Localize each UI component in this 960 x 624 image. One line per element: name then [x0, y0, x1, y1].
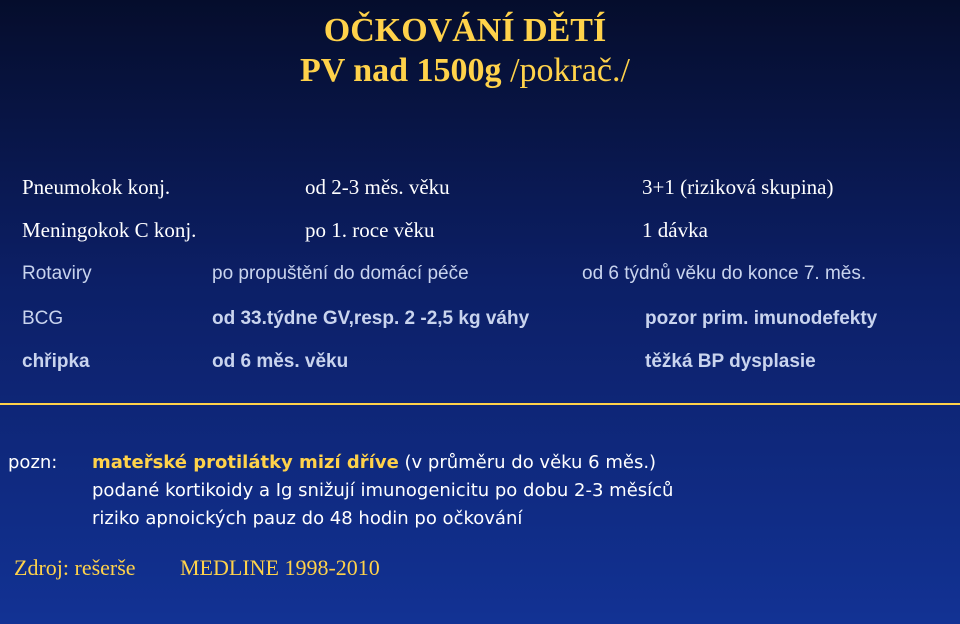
note-line-1-rest: (v průměru do věku 6 měs.)	[398, 452, 657, 473]
row-3-timing: po propuštění do domácí péče	[212, 263, 469, 284]
source-value: MEDLINE 1998-2010	[180, 555, 380, 580]
row-4-timing: od 33.týdne GV,resp. 2 -2,5 kg váhy	[212, 308, 530, 329]
subtitle-main: PV nad 1500g	[300, 52, 502, 89]
slide-subtitle	[0, 52, 930, 90]
subtitle-continued: /pokrač./	[501, 52, 630, 89]
row-3-note: od 6 týdnů věku do konce 7. měs.	[582, 263, 867, 284]
note-highlight: mateřské protilátky mizí dříve	[92, 452, 399, 473]
note-line-1	[92, 452, 656, 473]
note-line-3: riziko apnoických pauz do 48 hodin po očkování	[92, 508, 523, 529]
row-4-note: pozor prim. imunodefekty	[645, 308, 878, 329]
row-4-vaccine: BCG	[22, 308, 64, 329]
row-1-timing: od 2-3 měs. věku	[305, 175, 450, 199]
note-label: pozn:	[8, 452, 58, 473]
row-1-vaccine: Pneumokok konj.	[22, 175, 171, 199]
section-divider	[0, 403, 960, 405]
row-5-timing: od 6 měs. věku	[212, 351, 349, 372]
row-2-vaccine: Meningokok C konj.	[22, 218, 197, 242]
row-5-note: těžká BP dysplasie	[645, 351, 816, 372]
row-3-vaccine: Rotaviry	[22, 263, 92, 284]
row-2-note: 1 dávka	[642, 218, 708, 242]
row-1-note: 3+1 (riziková skupina)	[642, 175, 834, 199]
row-5-vaccine: chřipka	[22, 351, 90, 372]
slide-title: OČKOVÁNÍ DĚTÍ	[323, 12, 607, 49]
source-label: Zdroj: rešerše	[14, 555, 136, 580]
note-line-2: podané kortikoidy a Ig snižují imunogenicitu po dobu 2-3 měsíců	[92, 480, 674, 501]
row-2-timing: po 1. roce věku	[305, 218, 435, 242]
